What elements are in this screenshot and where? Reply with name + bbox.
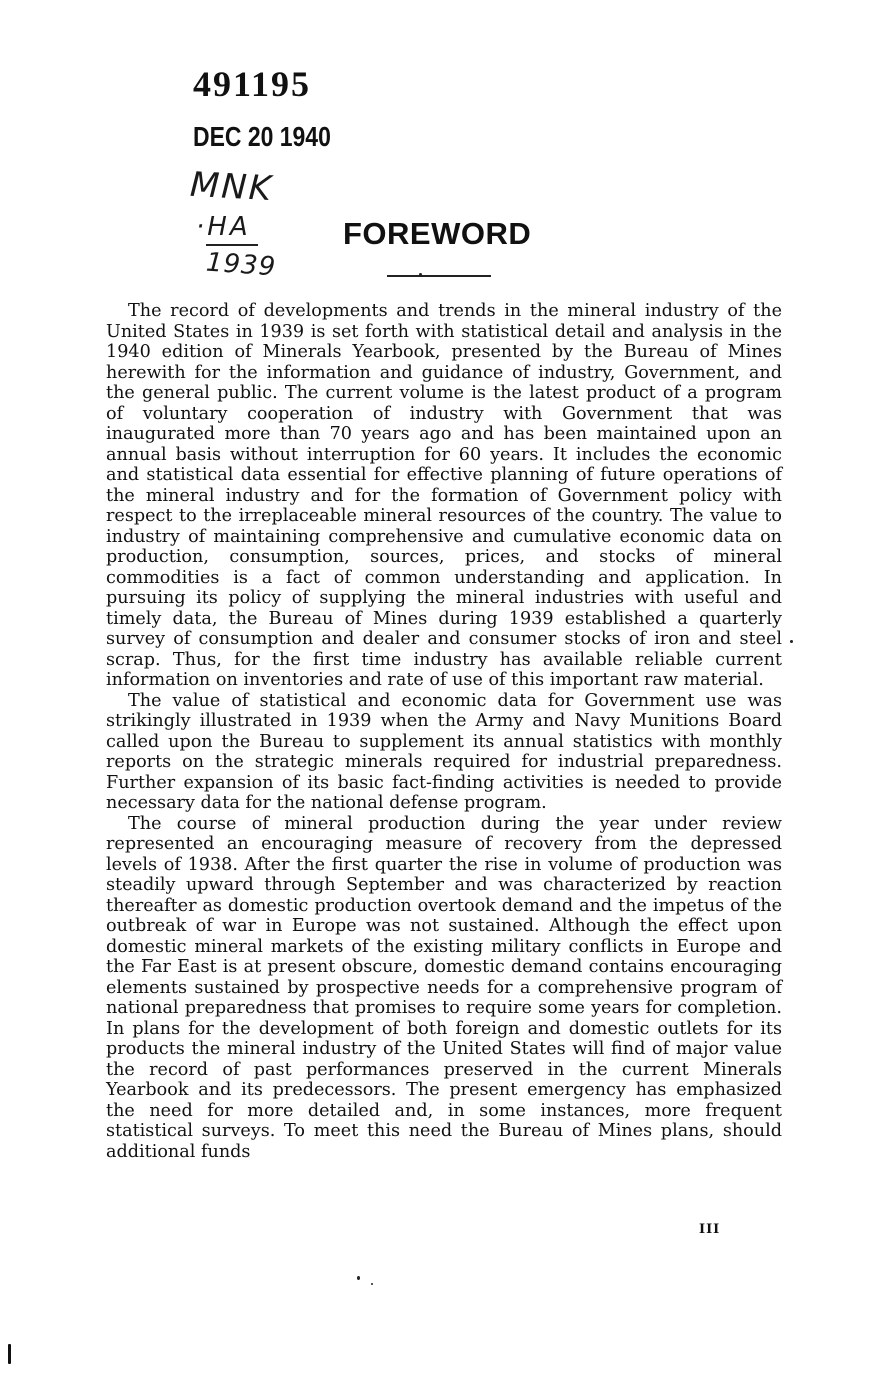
handwritten-underline — [206, 244, 258, 246]
paragraph-1: The record of developments and trends in the mineral industry of the United States in 1939 is set forth with statistical detail and analysis in the 1940 edition of Minerals Yearbook, presented by the Bureau of Mines herewith for the information and guidance of industry, Government, and the general public. The current volume is the latest product of a program of voluntary cooperation of industry with Government that was inaugurated more than 70 years ago and has been maintained upon an annual basis without interruption for 60 years. It includes the economic and statistical data essential for effective planning of future operations of the mineral industry and for the formation of Government policy with respect to the irreplaceable mineral resources of the country. The value to industry of maintaining comprehensive and cumulative economic data on production, consumption, sources, prices, and stocks of mineral commodities is a fact of common understanding and application. In pursuing its policy of supplying the mineral industries with useful and timely data, the Bureau of Mines during 1939 established a quarterly survey of consumption and dealer and consumer stocks of iron and steel scrap. Thus, for the first time industry has available reliable current information on inventories and rate of use of this important raw material. — [106, 301, 782, 690]
scan-speck — [357, 1276, 360, 1280]
foreword-body — [106, 301, 782, 1162]
scan-speck — [790, 640, 793, 643]
scan-speck — [419, 273, 422, 276]
handwritten-call-suffix: ·HA — [196, 212, 251, 242]
title-divider — [387, 275, 491, 277]
scan-edge-mark — [8, 1344, 11, 1364]
page-number: III — [699, 1222, 721, 1237]
paragraph-3: The course of mineral production during the year under review represented an encouraging measure of recovery from the depressed levels of 1938. After the first quarter the rise in volume of production was steadily upward through September and was characterized by reaction thereafter as domestic production overtook demand and the impetus of the outbreak of war in Europe was not sustained. Although the effect upon domestic mineral markets of the existing military conflicts in Europe and the Far East is at present obscure, domestic demand contains encouraging elements sustained by prospective needs for a comprehensive program of national preparedness that promises to require some years for completion. In plans for the development of both foreign and domestic outlets for its products the mineral industry of the United States will find of major value the record of past performances preserved in the current Minerals Yearbook and its predecessors. The present emergency has emphasized the need for more detailed and, in some instances, more frequent statistical surveys. To meet this need the Bureau of Mines plans, should additional funds — [106, 813, 782, 1162]
paragraph-2: The value of statistical and economic data for Government use was strikingly illustrated in 1939 when the Army and Navy Munitions Board called upon the Bureau to supplement its annual statistics with monthly reports on the strategic minerals required for industrial preparedness. Further expansion of its basic fact-finding activities is needed to provide necessary data for the national defense program. — [106, 690, 782, 813]
handwritten-call-mark: MNK — [189, 164, 275, 210]
page-title: FOREWORD — [343, 216, 532, 251]
received-date-stamp: DEC 20 1940 — [193, 121, 331, 152]
handwritten-year: 1939 — [205, 247, 278, 283]
accession-number: 491195 — [193, 64, 312, 104]
scan-speck — [371, 1283, 373, 1285]
